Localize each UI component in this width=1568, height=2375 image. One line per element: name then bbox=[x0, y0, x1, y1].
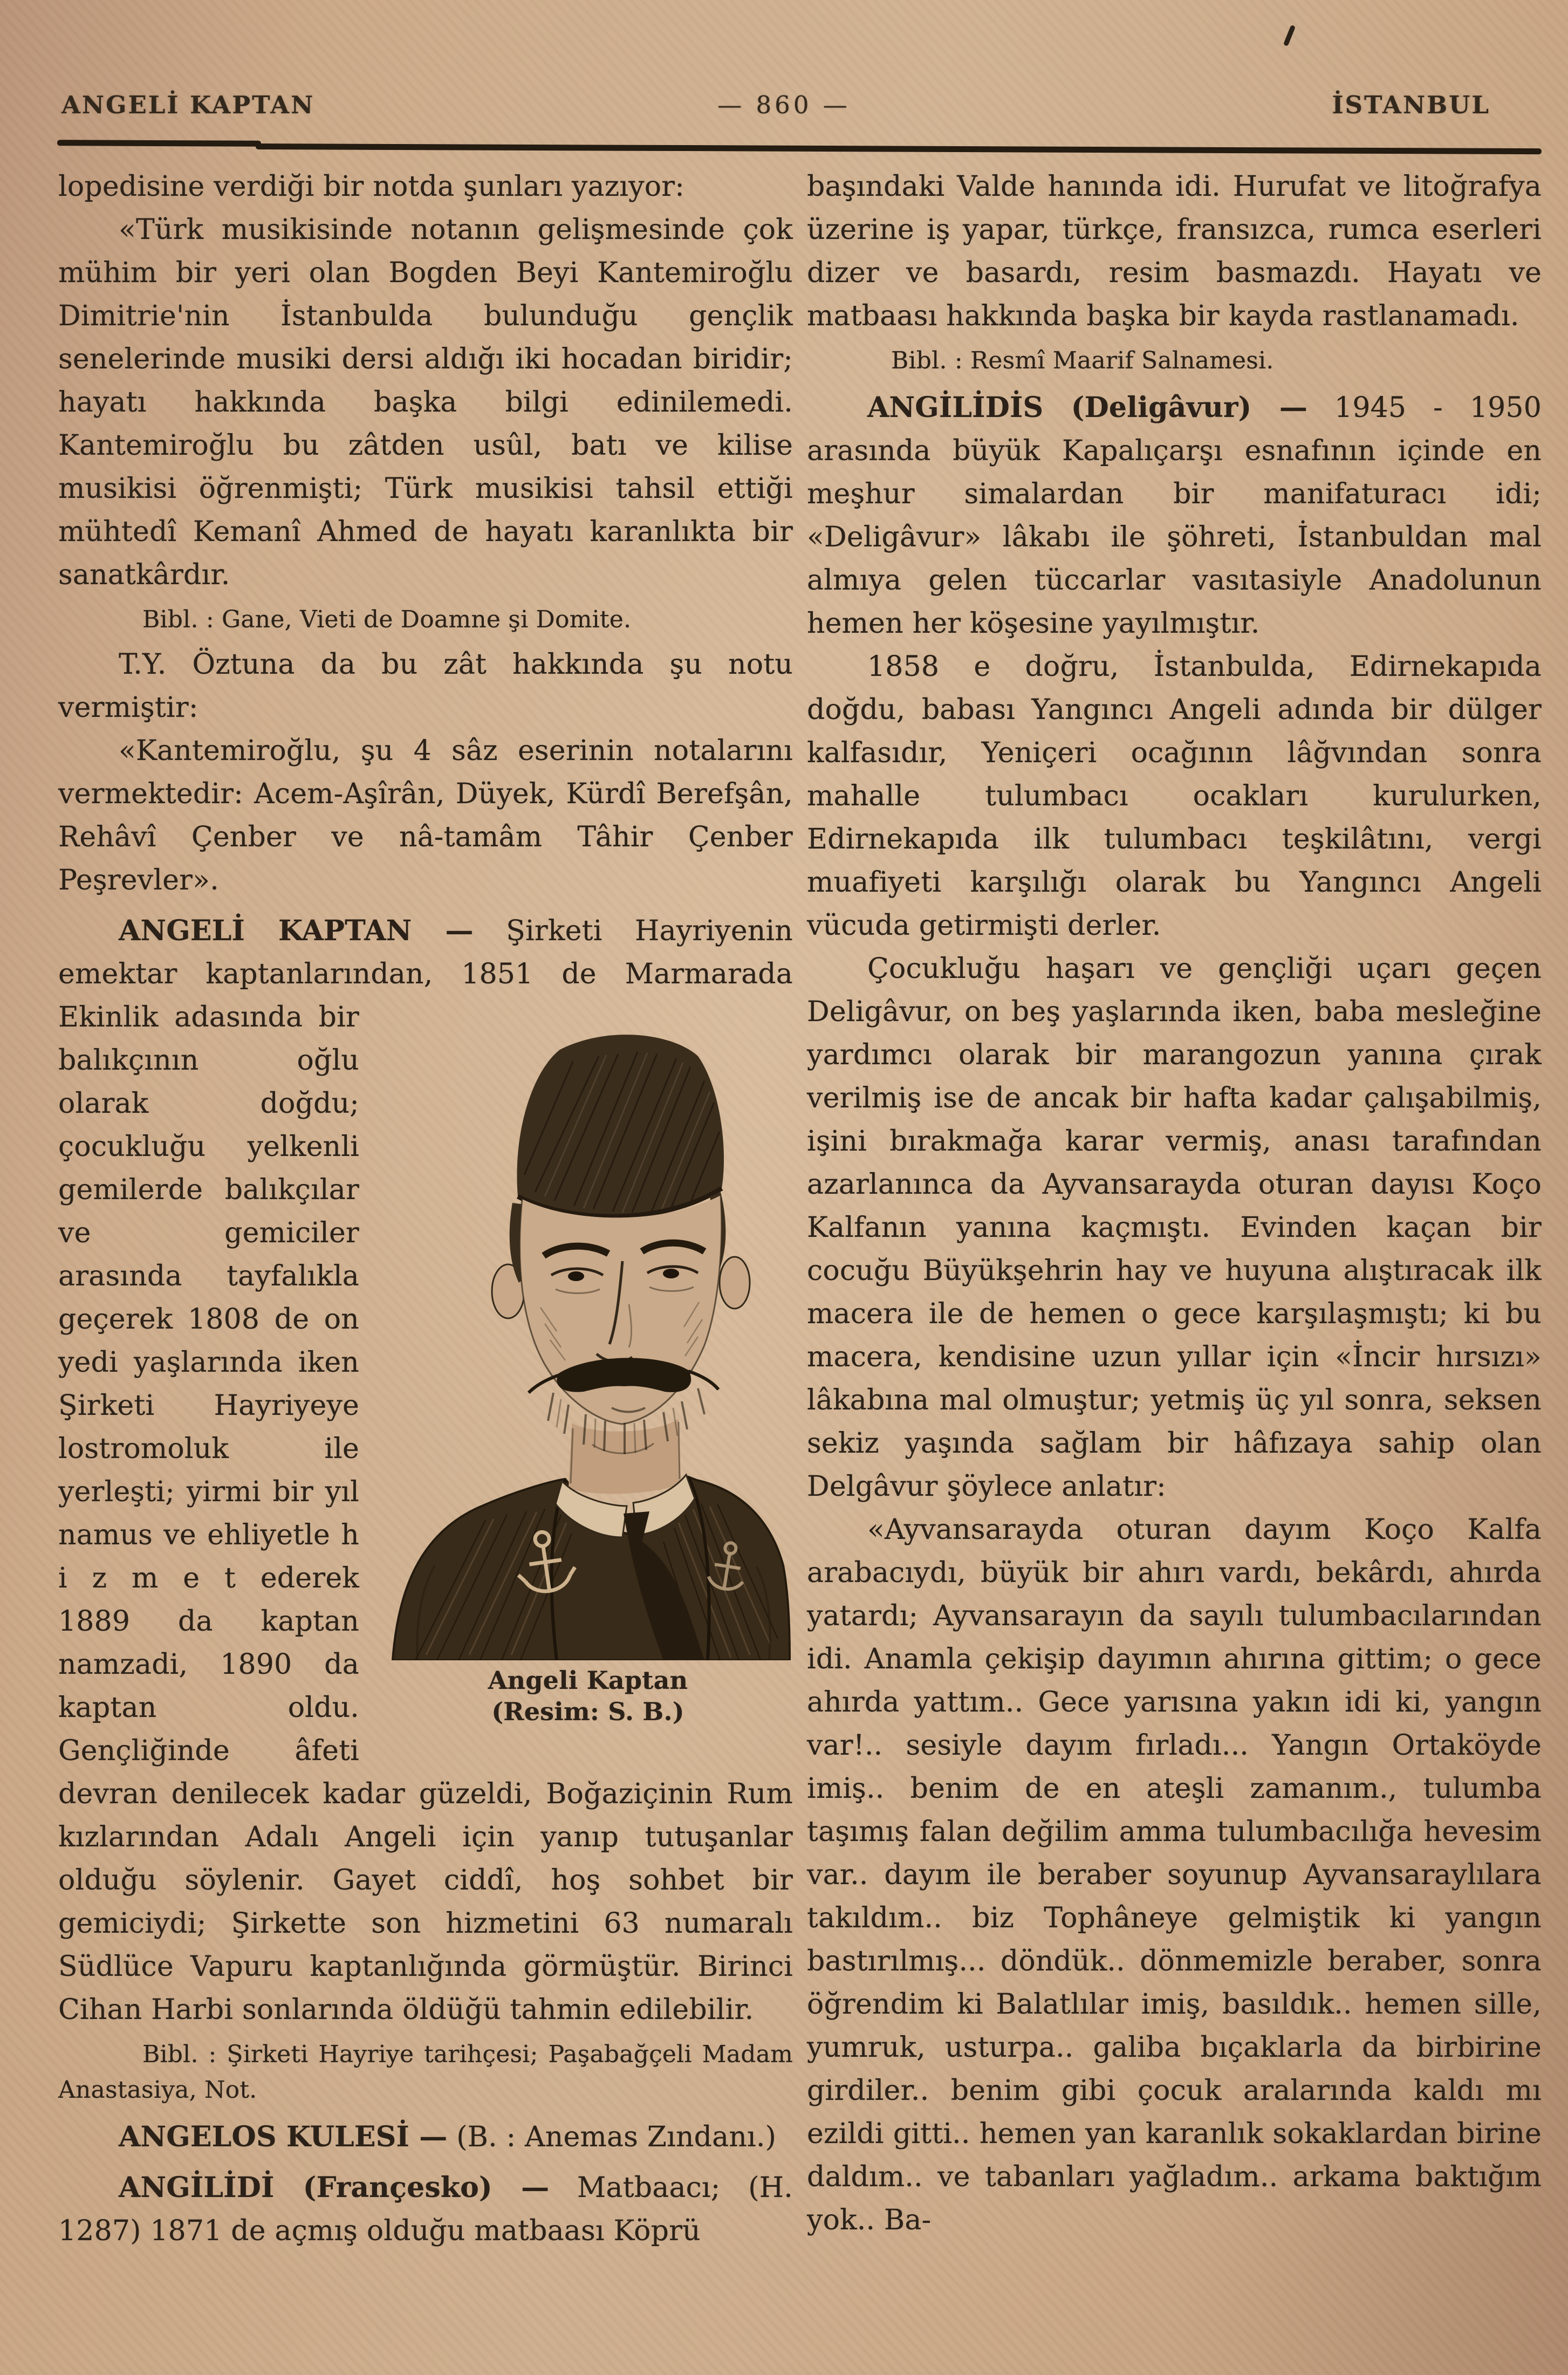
entry-text: (B. : Anemas Zındanı.) bbox=[447, 2121, 777, 2153]
page-number: — 860 — bbox=[717, 91, 851, 119]
entry-angilidi bbox=[58, 2166, 793, 2253]
entry-headword: ANGİLİDİ (Françesko) — bbox=[119, 2171, 550, 2204]
entry-text: Şirketi Hayriyenin emektar kaptanlarından, 1851 de Marmarada bbox=[58, 915, 793, 990]
bibliography-note: Bibl. : Resmî Maarif Salnamesi. bbox=[891, 347, 1274, 374]
entry-angelos-kulesi bbox=[58, 2116, 793, 2159]
column-left bbox=[58, 165, 793, 2253]
portrait-figure bbox=[383, 1002, 793, 1727]
entry-text: 1945 - 1950 arasında büyük Kapalıçarşı esnafının içinde en meşhur simalardan bir manifaturacı idi; «Deligâvur» lâkabı ile şöhreti, İstanbuldan mal almıya gelen tüccarlar vasıtasiyle Anadolunun hemen her köşesine yayılmıştır. bbox=[807, 392, 1542, 640]
scan-speck bbox=[1283, 25, 1296, 46]
portrait-illustration bbox=[383, 1002, 793, 1660]
figure-caption-line2: (Resim: S. B.) bbox=[491, 1697, 684, 1726]
bibliography-note: Bibl. : Şirketi Hayriye tarihçesi; Paşabağçeli Madam Anastasiya, Not. bbox=[58, 2041, 793, 2104]
paragraph-continuation: lopedisine verdiği bir notda şunları yazıyor: bbox=[58, 170, 684, 203]
entry-headword: ANGELOS KULESİ — bbox=[119, 2120, 448, 2153]
bibliography-note: Bibl. : Gane, Vieti de Doamne şi Domite. bbox=[142, 606, 632, 633]
header-rule-main-segment bbox=[256, 143, 1542, 154]
entry-angeli-kaptan bbox=[58, 909, 793, 2031]
paragraph: «Türk musikisinde notanın gelişmesinde çok mühim bir yeri olan Bogden Beyi Kantemiroğlu Dimitrie'nin İstanbulda bulunduğu gençlik senelerinde musiki dersi aldığı iki hocadan biridir; hayatı hakkında başka bilgi edinilemedi. Kantemiroğlu bu zâtden usûl, batı ve kilise musikisi öğrenmişti; Türk musikisi tahsil ettiği mühtedî Kemanî Ahmed de hayatı karanlıkta bir sanatkârdır. bbox=[58, 214, 793, 591]
paragraph: «Ayvansarayda oturan dayım Koço Kalfa arabacıydı, büyük bir ahırı vardı, bekârdı, ahırda yatardı; Ayvansarayın da sayılı tulumbacılarından idi. Anamla çekişip dayımın ahırına gittim; o gece ahırda yattım.. Gece yarısına yakın idi ki, yangın var!.. sesiyle dayım fırladı... Yangın Ortaköyde imiş.. benim de en ateşli zamanım., tulumba taşımış falan değilim amma tulumbacılığa hevesim var.. dayım ile beraber soyunup Ayvansaraylılara takıldım.. biz Tophâneye gelmiştik ki yangın bastırılmış... döndük.. dönmemizle beraber, sonra öğrendim ki Balatlılar imiş, basıldık.. hemen sille, yumruk, usturpa.. galiba bıçaklarla da birbirine girdiler.. benim gibi çocuk aralarında kaldı mı ezildi gitti.. hemen yan karanlık sokaklardan birine daldım.. ve tabanları yağladım.. arkama baktığım yok.. Ba- bbox=[807, 1514, 1542, 2236]
paragraph: T.Y. Öztuna da bu zât hakkında şu notu vermiştir: bbox=[58, 648, 793, 724]
entry-text: Matbaacı; (H. 1287) 1871 de açmış olduğu matbaası Köprü bbox=[58, 2172, 793, 2247]
header-rule-left-segment bbox=[57, 140, 261, 147]
paragraph: Çocukluğu haşarı ve gençliği uçarı geçen Deligâvur, on beş yaşlarında iken, baba mesleğine yardımcı olarak bir marangozun yanına çırak verilmiş ise de ancak bir hafta kadar çalışabilmiş, işini bırakmağa karar vermiş, anası tarafından azarlanınca da Ayvansarayda oturan dayısı Koço Kalfanın yanına kaçmıştı. Evinden kaçan bir cocuğu Büyükşehrin hay ve huyuna alıştıracak ilk macera ile de hemen o gece karşılaşmıştı; ki bu macera, kendisine uzun yıllar için «İncir hırsızı» lâkabına mal olmuştur; yetmiş üç yıl sonra, seksen sekiz yaşında sağlam bir hâfızaya sahip olan Delgâvur şöylece anlatır: bbox=[807, 953, 1542, 1503]
paragraph: 1858 e doğru, İstanbulda, Edirnekapıda doğdu, babası Yangıncı Angeli adında bir dülger kalfasıdır, Yeniçeri ocağının lâğvından sonra mahalle tulumbacı ocakları kurulurken, Edirnekapıda ilk tulumbacı teşkilâtını, vergi muafiyeti karşılığı olarak bu Yangıncı Angeli vücuda getirmişti derler. bbox=[807, 651, 1542, 942]
running-head-left: ANGELİ KAPTAN bbox=[61, 91, 315, 119]
figure-caption-line1: Angeli Kaptan bbox=[488, 1666, 688, 1695]
entry-angilidis bbox=[807, 386, 1542, 645]
paragraph: «Kantemiroğlu, şu 4 sâz eserinin notalarını vermektedir: Acem-Aşîrân, Düyek, Kürdî Berefşân, Rehâvî Çenber ve nâ-tamâm Tâhir Çenber Peşrevler». bbox=[58, 735, 793, 896]
entry-headword: ANGİLİDİS (Deligâvur) — bbox=[867, 391, 1308, 424]
entry-text: Ekinlik adasında bir balıkçının oğlu olarak doğdu; çocukluğu yelkenli gemilerde balıkçılar ve gemiciler arasında tayfalıkla geçerek 1808 de on yedi yaşlarında iken Şirketi Hayriyeye lostromoluk ile yerleşti; yirmi bir yıl namus ve ehliyetle h i z m e t ederek 1889 da kaptan namzadi, 1890 da kaptan oldu. Gençliğinde âfeti devran denilecek kadar güzeldi, Boğaziçinin Rum kızlarından Adalı Angeli için yanıp tutuşanlar olduğu söylenir. Gayet ciddî, hoş sohbet bir gemiciydi; Şirkette son hizmetini 63 numaralı Südlüce Vapuru kaptanlığında görmüştür. Birinci Cihan Harbi sonlarında öldüğü tahmin edilebilir. bbox=[58, 1001, 793, 2026]
entry-headword: ANGELİ KAPTAN — bbox=[119, 914, 474, 947]
running-head-right: İSTANBUL bbox=[1332, 91, 1490, 119]
paragraph-continuation: başındaki Valde hanında idi. Hurufat ve litoğrafya üzerine iş yapar, türkçe, fransızca, rumca eserleri dizer ve basardı, resim basmazdı. Hayatı ve matbaası hakkında başka bir kayda rastlanamadı. bbox=[807, 170, 1542, 332]
column-right bbox=[807, 165, 1542, 2242]
